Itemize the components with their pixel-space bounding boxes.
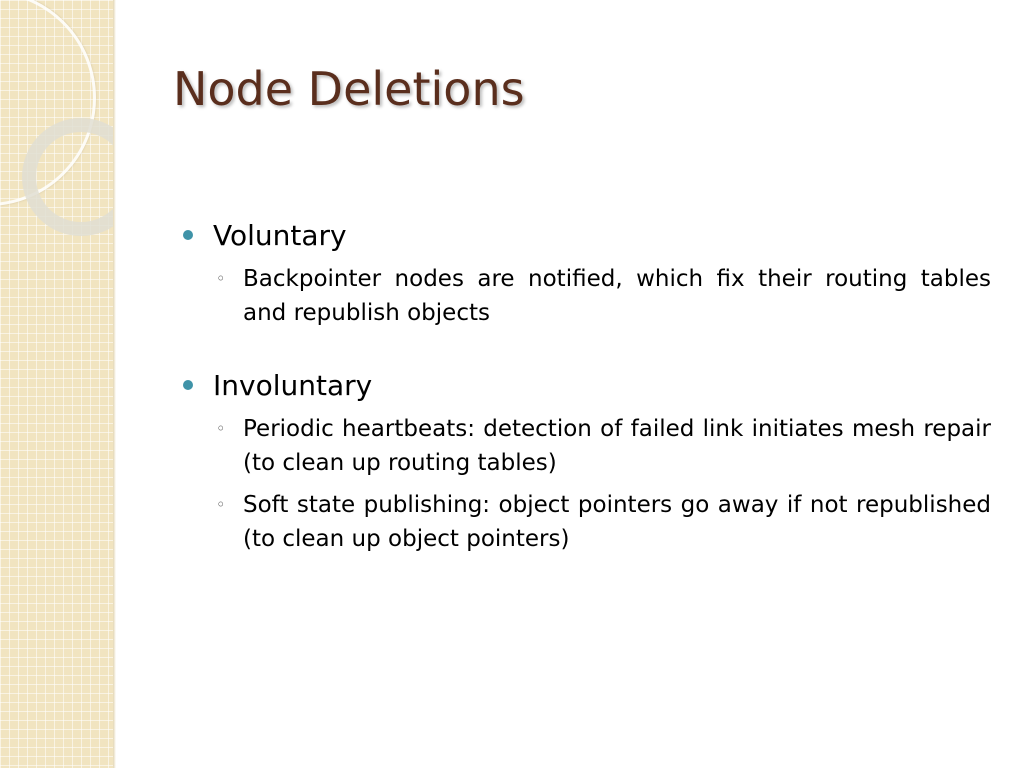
hollow-bullet-icon: ◦ [216, 495, 226, 514]
sub-bullet-text: Backpointer nodes are notified, which fix their routing tables and republish objects [243, 266, 991, 326]
bullet-involuntary [183, 366, 991, 406]
bullet-heading: Involuntary [213, 369, 373, 402]
slide-title: Node Deletions [173, 62, 525, 116]
filled-bullet-icon [183, 380, 193, 390]
side-band-edge [113, 0, 116, 768]
hollow-bullet-icon: ◦ [216, 419, 226, 438]
sub-bullet-text: Soft state publishing: object pointers go away if not republished (to clean up object pointers) [243, 492, 991, 552]
decorative-side-band [0, 0, 113, 768]
bullet-voluntary [183, 216, 991, 256]
slide-content [183, 216, 991, 556]
bullet-heading: Voluntary [213, 219, 347, 252]
sub-bullet-text: Periodic heartbeats: detection of failed link initiates mesh repair (to clean up routing tables) [243, 416, 991, 476]
hollow-bullet-icon: ◦ [216, 269, 226, 288]
filled-bullet-icon [183, 230, 193, 240]
sub-bullet-backpointer [216, 262, 991, 330]
sub-bullet-soft-state [216, 488, 991, 556]
sub-bullet-heartbeats [216, 412, 991, 480]
